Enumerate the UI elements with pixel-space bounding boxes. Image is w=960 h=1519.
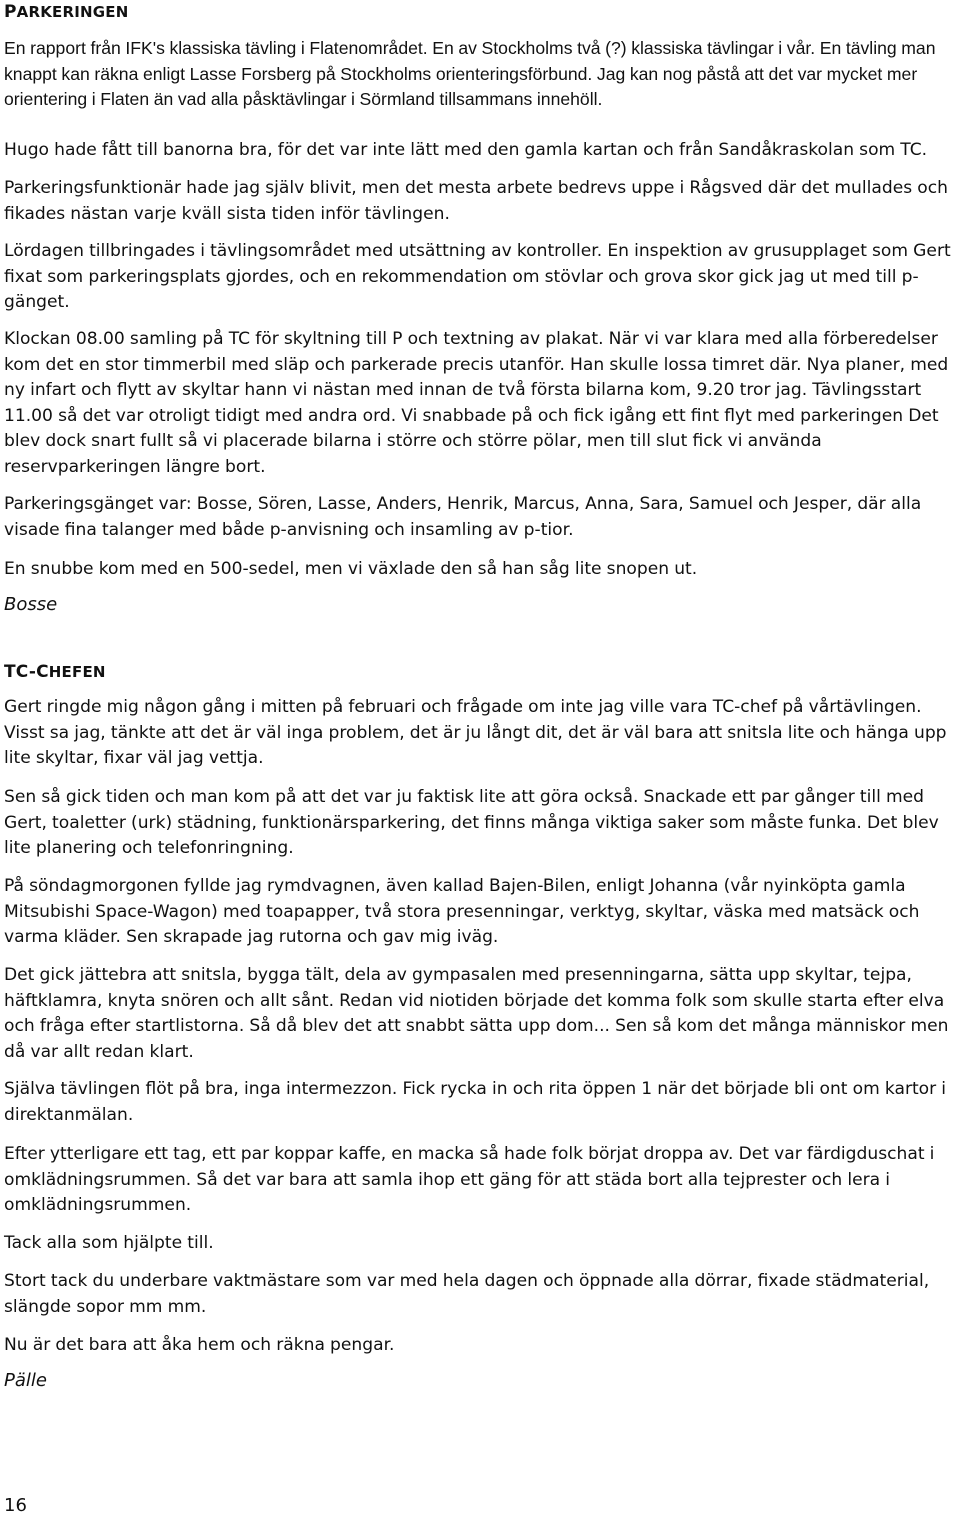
- paragraph: Klockan 08.00 samling på TC för skyltning till P och textning av plakat. När vi var klara med alla förberedelser kom det en stor timmerbil med släp och parkerade precis utanför. Han skulle lossa timret där. Nya planer, med ny infart och flytt av skyltar hann vi nästan med innan de två första bilarna kom, 9.20 tror jag. Tävlingsstart 11.00 så det var otroligt tidigt med andra ord. Vi snabbade på och fick igång ett fint flyt med parkeringen Det blev dock snart fullt så vi placerade bilarna i större och större pölar, men till slut fick vi använda reservparkeringen längre bort.: [4, 329, 949, 477]
- paragraph: Stort tack du underbare vaktmästare som var med hela dagen och öppnade alla dörrar, fixade städmaterial, slängde sopor mm mm.: [4, 1271, 930, 1317]
- paragraph: Parkeringsfunktionär hade jag själv blivit, men det mesta arbete bedrevs uppe i Rågsved där det mullades och fikades nästan varje kväll sista tiden inför tävlingen.: [4, 178, 948, 224]
- paragraph: Själva tävlingen flöt på bra, inga intermezzon. Fick rycka in och rita öppen 1 när det började bli ont om kartor i direktanmälan.: [4, 1079, 947, 1125]
- paragraph: Sen så gick tiden och man kom på att det var ju faktisk lite att göra också. Snackade ett par gånger till med Gert, toaletter (urk) städning, funktionärsparkering, det finns många viktiga saker som måste funka. Det blev lite planering och telefonringning.: [4, 787, 939, 858]
- signature: Pälle: [4, 1370, 47, 1391]
- paragraph: Gert ringde mig någon gång i mitten på februari och frågade om inte jag ville vara TC-chef på vårtävlingen. Visst sa jag, tänkte att det är väl inga problem, det är ju långt dit, det är väl bara att snitsla lite och hänga upp lite skyltar, fixar väl jag vettja.: [4, 697, 947, 768]
- paragraph: Hugo hade fått till banorna bra, för det var inte lätt med den gamla kartan och från Sandåkraskolan som TC.: [4, 140, 928, 160]
- paragraph: Lördagen tillbringades i tävlingsområdet med utsättning av kontroller. En inspektion av grusupplaget som Gert fixat som parkeringsplats gjordes, och en rekommendation om stövlar och grova skor gick jag ut med till p-gänget.: [4, 241, 951, 312]
- section-heading-parkeringen: PARKERINGEN: [4, 2, 129, 22]
- signature: Bosse: [4, 594, 58, 615]
- paragraph: Efter ytterligare ett tag, ett par koppar kaffe, en macka så hade folk börjat droppa av. Det var färdigduschat i omklädningsrummen. Så det var bara att samla ihop ett gäng för att städa bort alla tejprester och lera i omklädningsrummen.: [4, 1144, 935, 1215]
- paragraph: Det gick jättebra att snitsla, bygga tält, dela av gympasalen med presenningarna, sätta upp skyltar, tejpa, häftklamra, knyta snören och allt sånt. Redan vid niotiden började det komma folk som skulle starta efter elva och fråga efter startlistorna. Så då blev det att snabbt sätta upp dom... Sen så kom det många människor men då var allt redan klart.: [4, 965, 949, 1062]
- paragraph: En snubbe kom med en 500-sedel, men vi växlade den så han såg lite snopen ut.: [4, 559, 698, 579]
- page-number: 16: [4, 1495, 27, 1516]
- paragraph: En rapport från IFK's klassiska tävling i Flatenområdet. En av Stockholms två (?) klassiska tävlingar i vår. En tävling man knappt kan räkna enligt Lasse Forsberg på Stockholms orienteringsförbund. Jag kan nog påstå att det var mycket mer orientering i Flaten än vad alla påsktävlingar i Sörmland tillsammans innehöll.: [4, 38, 936, 109]
- section-heading-tc-chefen: TC-CHEFEN: [4, 662, 106, 682]
- paragraph: Tack alla som hjälpte till.: [4, 1233, 214, 1253]
- paragraph: Parkeringsgänget var: Bosse, Sören, Lasse, Anders, Henrik, Marcus, Anna, Sara, Samuel och Jesper, där alla visade fina talanger med både p-anvisning och insamling av p-tior.: [4, 494, 922, 540]
- paragraph: Nu är det bara att åka hem och räkna pengar.: [4, 1335, 395, 1355]
- paragraph: På söndagmorgonen fyllde jag rymdvagnen, även kallad Bajen-Bilen, enligt Johanna (vår nyinköpta gamla Mitsubishi Space-Wagon) med toapapper, två stora presenningar, verktyg, skyltar, väska med matsäck och varma kläder. Sen skrapade jag rutorna och gav mig iväg.: [4, 876, 920, 947]
